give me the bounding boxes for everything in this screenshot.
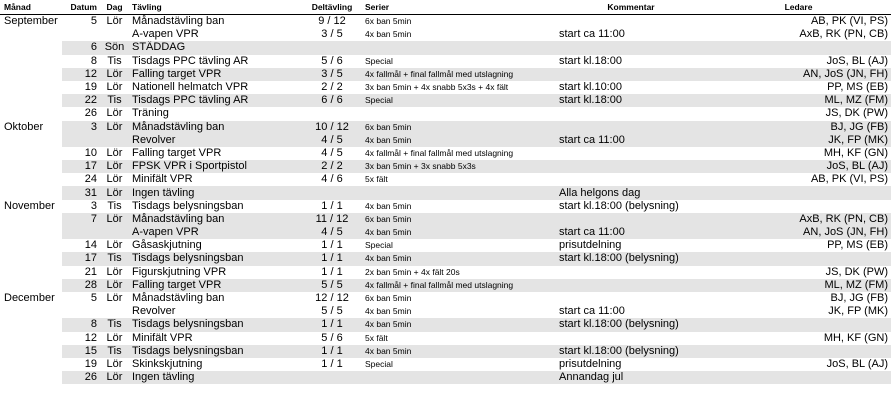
cell-dag: Tis bbox=[107, 54, 122, 67]
cell-serier: 2x ban 5min + 4x fält 20s bbox=[365, 266, 460, 277]
cell-manad bbox=[0, 239, 62, 252]
cell-deltavling: 11 / 12 bbox=[302, 213, 362, 226]
cell-serier: 4x ban 5min bbox=[362, 345, 556, 358]
cell-manad bbox=[0, 186, 62, 199]
cell-ledare: ML, MZ (FM) bbox=[706, 94, 891, 107]
cell-dag: Lör bbox=[100, 121, 129, 134]
table-row bbox=[0, 292, 891, 305]
cell-manad bbox=[0, 213, 62, 226]
cell-manad bbox=[0, 226, 62, 239]
cell-deltavling: 1 / 1 bbox=[321, 199, 343, 212]
cell-manad bbox=[0, 173, 62, 186]
table-row bbox=[0, 121, 891, 134]
cell-dag: Lör bbox=[100, 160, 129, 173]
cell-tavling: Tisdags PPC tävling AR bbox=[132, 54, 249, 67]
cell-serier: 4x ban 5min bbox=[365, 306, 412, 317]
cell-tavling: Revolver bbox=[129, 134, 302, 147]
cell-serier bbox=[362, 41, 556, 54]
cell-manad bbox=[0, 28, 62, 41]
cell-tavling: Figurskjutning VPR bbox=[132, 265, 227, 278]
cell-manad bbox=[0, 55, 62, 68]
cell-serier: Special bbox=[365, 240, 393, 251]
cell-datum: 5 bbox=[90, 15, 97, 28]
cell-dag: Tis bbox=[100, 94, 129, 107]
cell-deltavling: 12 / 12 bbox=[315, 292, 349, 305]
cell-serier: 5x fält bbox=[365, 174, 388, 185]
table-row bbox=[0, 226, 891, 239]
cell-manad bbox=[0, 147, 62, 160]
cell-kommentar bbox=[556, 266, 706, 279]
cell-serier bbox=[362, 371, 556, 384]
header-ledare: Ledare bbox=[706, 0, 891, 15]
cell-kommentar: start kl.18:00 (belysning) bbox=[559, 199, 679, 212]
cell-dag: Lör bbox=[100, 186, 129, 199]
table-row bbox=[0, 81, 891, 94]
cell-datum: 15 bbox=[62, 345, 100, 358]
cell-tavling: A-vapen VPR bbox=[132, 28, 199, 41]
cell-ledare: JoS, BL (AJ) bbox=[826, 54, 888, 67]
cell-dag: Lör bbox=[106, 173, 123, 186]
cell-kommentar bbox=[556, 107, 706, 120]
cell-manad: Oktober bbox=[4, 120, 44, 133]
cell-datum: 19 bbox=[84, 357, 97, 370]
cell-serier: 3x ban 5min + 4x snabb 5x3s + 4x fält bbox=[365, 82, 509, 93]
cell-deltavling: 6 / 6 bbox=[302, 94, 362, 107]
cell-deltavling: 10 / 12 bbox=[302, 121, 362, 134]
cell-dag: Lör bbox=[106, 107, 123, 120]
cell-ledare: JS, DK (PW) bbox=[825, 107, 888, 120]
cell-ledare: MH, KF (GN) bbox=[823, 331, 888, 344]
cell-deltavling bbox=[302, 186, 362, 199]
cell-ledare bbox=[706, 318, 891, 331]
table-row bbox=[0, 239, 891, 252]
cell-datum: 12 bbox=[84, 331, 97, 344]
cell-manad bbox=[0, 345, 62, 358]
table-row bbox=[0, 28, 891, 41]
table-row bbox=[0, 213, 891, 226]
cell-deltavling: 5 / 6 bbox=[321, 54, 343, 67]
cell-datum: 21 bbox=[84, 265, 97, 278]
cell-deltavling: 1 / 1 bbox=[321, 265, 343, 278]
cell-dag: Lör bbox=[106, 292, 123, 305]
cell-manad bbox=[0, 107, 62, 120]
cell-dag bbox=[100, 226, 129, 239]
cell-dag bbox=[100, 134, 129, 147]
cell-datum bbox=[62, 134, 100, 147]
table-row bbox=[0, 15, 891, 29]
cell-tavling: Revolver bbox=[132, 305, 176, 318]
cell-dag: Tis bbox=[100, 345, 129, 358]
cell-dag: Lör bbox=[100, 371, 129, 384]
cell-deltavling: 2 / 2 bbox=[321, 81, 343, 94]
cell-manad bbox=[0, 332, 62, 345]
cell-serier: 4x ban 5min bbox=[362, 252, 556, 265]
cell-serier: 4x ban 5min bbox=[362, 134, 556, 147]
cell-datum: 7 bbox=[62, 213, 100, 226]
cell-ledare: BJ, JG (FB) bbox=[706, 121, 891, 134]
header-row bbox=[0, 0, 891, 15]
header-dag: Dag bbox=[100, 0, 129, 15]
cell-datum: 26 bbox=[84, 107, 97, 120]
cell-deltavling bbox=[302, 41, 362, 54]
cell-dag: Lör bbox=[106, 146, 123, 159]
cell-manad bbox=[0, 279, 62, 292]
cell-serier: 3x ban 5min + 3x snabb 5x3s bbox=[362, 160, 556, 173]
cell-kommentar bbox=[556, 213, 706, 226]
cell-serier: 6x ban 5min bbox=[362, 121, 556, 134]
cell-dag: Lör bbox=[106, 331, 123, 344]
cell-tavling: Falling target VPR bbox=[129, 68, 302, 81]
cell-kommentar: start ca 11:00 bbox=[559, 28, 625, 41]
cell-datum: 3 bbox=[90, 199, 97, 212]
cell-deltavling: 4 / 5 bbox=[302, 134, 362, 147]
header-tavling: Tävling bbox=[129, 0, 302, 15]
table-row bbox=[0, 173, 891, 186]
cell-deltavling: 1 / 1 bbox=[302, 252, 362, 265]
cell-serier bbox=[362, 186, 556, 199]
cell-tavling: Tisdags belysningsban bbox=[129, 318, 302, 331]
cell-dag: Lör bbox=[106, 265, 123, 278]
cell-deltavling: 1 / 1 bbox=[321, 357, 343, 370]
cell-datum: 10 bbox=[84, 146, 97, 159]
cell-deltavling: 5 / 6 bbox=[321, 331, 343, 344]
cell-kommentar bbox=[556, 160, 706, 173]
cell-serier: 6x ban 5min bbox=[365, 16, 412, 27]
cell-manad bbox=[0, 134, 62, 147]
cell-serier: Special bbox=[365, 55, 393, 66]
cell-deltavling: 4 / 5 bbox=[321, 146, 343, 159]
cell-ledare: JK, FP (MK) bbox=[828, 305, 888, 318]
cell-ledare bbox=[706, 41, 891, 54]
cell-manad bbox=[0, 305, 62, 318]
table-row bbox=[0, 68, 891, 81]
cell-tavling: Minifält VPR bbox=[132, 331, 193, 344]
table-row bbox=[0, 186, 891, 199]
cell-ledare: PP, MS (EB) bbox=[827, 81, 888, 94]
cell-deltavling: 1 / 1 bbox=[321, 239, 343, 252]
cell-dag: Lör bbox=[100, 279, 129, 292]
cell-datum: 28 bbox=[62, 279, 100, 292]
cell-kommentar bbox=[556, 121, 706, 134]
header-manad: Månad bbox=[0, 0, 62, 15]
cell-tavling: STÄDDAG bbox=[129, 41, 302, 54]
cell-ledare bbox=[706, 371, 891, 384]
cell-datum: 31 bbox=[62, 186, 100, 199]
cell-kommentar: Alla helgons dag bbox=[556, 186, 706, 199]
cell-manad bbox=[0, 318, 62, 331]
cell-serier: 6x ban 5min bbox=[365, 293, 412, 304]
cell-manad bbox=[0, 81, 62, 94]
table-row bbox=[0, 371, 891, 384]
table-row bbox=[0, 358, 891, 371]
cell-kommentar: start kl.18:00 bbox=[559, 54, 622, 67]
cell-manad bbox=[0, 358, 62, 371]
cell-serier: 4x ban 5min bbox=[362, 226, 556, 239]
cell-deltavling: 4 / 6 bbox=[321, 173, 343, 186]
cell-datum: 3 bbox=[62, 121, 100, 134]
cell-tavling: Tisdags belysningsban bbox=[132, 199, 244, 212]
cell-tavling: Tisdags belysningsban bbox=[129, 345, 302, 358]
cell-kommentar: start kl.18:00 (belysning) bbox=[556, 318, 706, 331]
cell-tavling: Skinkskjutning bbox=[132, 357, 203, 370]
cell-serier: 6x ban 5min bbox=[362, 213, 556, 226]
cell-serier bbox=[362, 107, 556, 120]
cell-serier: 4x ban 5min bbox=[365, 200, 412, 211]
cell-manad bbox=[0, 41, 62, 54]
cell-datum: 5 bbox=[90, 292, 97, 305]
table-row bbox=[0, 107, 891, 120]
cell-manad: September bbox=[4, 15, 58, 28]
cell-kommentar: prisutdelning bbox=[559, 357, 622, 370]
cell-deltavling bbox=[302, 107, 362, 120]
cell-kommentar: prisutdelning bbox=[559, 239, 622, 252]
cell-dag bbox=[100, 28, 129, 41]
cell-tavling: Tisdags belysningsban bbox=[129, 252, 302, 265]
table-row bbox=[0, 134, 891, 147]
table-row bbox=[0, 41, 891, 54]
cell-tavling: A-vapen VPR bbox=[129, 226, 302, 239]
cell-datum: 26 bbox=[62, 371, 100, 384]
cell-ledare: JoS, BL (AJ) bbox=[706, 160, 891, 173]
cell-datum: 8 bbox=[62, 318, 100, 331]
cell-ledare: JK, FP (MK) bbox=[706, 134, 891, 147]
table-row bbox=[0, 345, 891, 358]
header-serier: Serier bbox=[362, 0, 556, 15]
cell-manad bbox=[0, 94, 62, 107]
cell-deltavling: 3 / 5 bbox=[302, 68, 362, 81]
cell-ledare: ML, MZ (FM) bbox=[706, 279, 891, 292]
cell-serier: 4x ban 5min bbox=[365, 29, 412, 40]
cell-deltavling bbox=[302, 371, 362, 384]
cell-kommentar: start ca 11:00 bbox=[556, 226, 706, 239]
cell-tavling: Månadstävling ban bbox=[129, 121, 302, 134]
cell-serier: Special bbox=[365, 358, 393, 369]
cell-datum: 17 bbox=[62, 252, 100, 265]
cell-ledare: AN, JoS (JN, FH) bbox=[706, 68, 891, 81]
cell-manad: December bbox=[4, 292, 55, 305]
cell-kommentar bbox=[556, 41, 706, 54]
cell-datum: 24 bbox=[84, 173, 97, 186]
cell-deltavling: 5 / 5 bbox=[321, 305, 343, 318]
cell-manad: November bbox=[4, 199, 55, 212]
cell-kommentar bbox=[556, 68, 706, 81]
cell-datum: 14 bbox=[84, 239, 97, 252]
cell-dag: Sön bbox=[100, 41, 129, 54]
cell-ledare: AB, PK (VI, PS) bbox=[810, 173, 888, 186]
cell-deltavling: 1 / 1 bbox=[302, 345, 362, 358]
cell-kommentar bbox=[556, 173, 706, 186]
header-kommentar: Kommentar bbox=[556, 0, 706, 15]
cell-ledare: AN, JoS (JN, FH) bbox=[706, 226, 891, 239]
cell-kommentar bbox=[556, 292, 706, 305]
cell-tavling: Månadstävling ban bbox=[132, 15, 225, 28]
cell-kommentar: Annandag jul bbox=[556, 371, 706, 384]
cell-ledare: JS, DK (PW) bbox=[825, 265, 888, 278]
cell-datum: 17 bbox=[62, 160, 100, 173]
header-deltavling: Deltävling bbox=[302, 0, 362, 15]
cell-datum: 8 bbox=[90, 54, 97, 67]
cell-serier: 4x ban 5min bbox=[362, 318, 556, 331]
cell-dag: Lör bbox=[106, 357, 123, 370]
cell-tavling: FPSK VPR i Sportpistol bbox=[129, 160, 302, 173]
cell-kommentar bbox=[556, 15, 706, 29]
cell-kommentar: start kl.18:00 bbox=[556, 94, 706, 107]
cell-tavling: Minifält VPR bbox=[132, 173, 193, 186]
cell-tavling: Nationell helmatch VPR bbox=[132, 81, 249, 94]
table-row bbox=[0, 200, 891, 213]
cell-datum: 22 bbox=[62, 94, 100, 107]
cell-deltavling: 9 / 12 bbox=[318, 15, 346, 28]
cell-tavling: Tisdags PPC tävling AR bbox=[129, 94, 302, 107]
cell-tavling: Träning bbox=[132, 107, 169, 120]
cell-ledare: BJ, JG (FB) bbox=[830, 292, 888, 305]
cell-deltavling: 1 / 1 bbox=[302, 318, 362, 331]
cell-deltavling: 5 / 5 bbox=[302, 279, 362, 292]
cell-dag: Tis bbox=[100, 318, 129, 331]
cell-ledare: PP, MS (EB) bbox=[827, 239, 888, 252]
table-row bbox=[0, 279, 891, 292]
cell-ledare bbox=[706, 200, 891, 213]
table-row bbox=[0, 252, 891, 265]
table-row bbox=[0, 266, 891, 279]
cell-kommentar bbox=[556, 332, 706, 345]
cell-deltavling: 2 / 2 bbox=[302, 160, 362, 173]
cell-datum: 12 bbox=[62, 68, 100, 81]
cell-manad bbox=[0, 160, 62, 173]
cell-manad bbox=[0, 371, 62, 384]
table-row bbox=[0, 147, 891, 160]
cell-serier: 4x fallmål + final fallmål med utslagning bbox=[362, 279, 556, 292]
cell-serier: Special bbox=[362, 94, 556, 107]
cell-kommentar bbox=[556, 279, 706, 292]
cell-datum bbox=[62, 305, 100, 318]
table-row bbox=[0, 318, 891, 331]
cell-ledare: AxB, RK (PN, CB) bbox=[799, 28, 888, 41]
cell-serier: 4x fallmål + final fallmål med utslagning bbox=[362, 68, 556, 81]
cell-deltavling: 4 / 5 bbox=[302, 226, 362, 239]
cell-ledare: AB, PK (VI, PS) bbox=[810, 15, 888, 28]
cell-dag: Lör bbox=[106, 15, 123, 28]
cell-dag bbox=[100, 305, 129, 318]
cell-datum bbox=[62, 226, 100, 239]
cell-dag: Lör bbox=[100, 68, 129, 81]
cell-dag: Lör bbox=[100, 213, 129, 226]
cell-kommentar: start kl.10:00 bbox=[559, 81, 622, 94]
cell-dag: Tis bbox=[100, 252, 129, 265]
cell-datum bbox=[62, 28, 100, 41]
table-row bbox=[0, 94, 891, 107]
cell-ledare: JoS, BL (AJ) bbox=[826, 357, 888, 370]
cell-tavling: Månadstävling ban bbox=[129, 213, 302, 226]
table-row bbox=[0, 305, 891, 318]
cell-tavling: Månadstävling ban bbox=[132, 292, 225, 305]
cell-kommentar: start kl.18:00 (belysning) bbox=[556, 252, 706, 265]
cell-ledare: MH, KF (GN) bbox=[823, 146, 888, 159]
table-row bbox=[0, 332, 891, 345]
cell-ledare: AxB, RK (PN, CB) bbox=[706, 213, 891, 226]
cell-manad bbox=[0, 266, 62, 279]
cell-tavling: Ingen tävling bbox=[129, 371, 302, 384]
cell-kommentar: start ca 11:00 bbox=[556, 134, 706, 147]
table-row bbox=[0, 160, 891, 173]
cell-ledare bbox=[706, 186, 891, 199]
cell-dag: Tis bbox=[107, 199, 122, 212]
cell-dag: Lör bbox=[106, 81, 123, 94]
cell-manad bbox=[0, 252, 62, 265]
cell-manad bbox=[0, 68, 62, 81]
cell-kommentar: start ca 11:00 bbox=[559, 305, 625, 318]
cell-deltavling: 3 / 5 bbox=[321, 28, 343, 41]
cell-tavling: Ingen tävling bbox=[129, 186, 302, 199]
cell-tavling: Gåsaskjutning bbox=[132, 239, 202, 252]
cell-kommentar bbox=[556, 147, 706, 160]
cell-serier: 4x fallmål + final fallmål med utslagning bbox=[365, 147, 514, 158]
cell-ledare bbox=[706, 252, 891, 265]
cell-kommentar: start kl.18:00 (belysning) bbox=[556, 345, 706, 358]
cell-datum: 19 bbox=[84, 81, 97, 94]
cell-ledare bbox=[706, 345, 891, 358]
cell-tavling: Falling target VPR bbox=[129, 279, 302, 292]
table-row bbox=[0, 55, 891, 68]
schedule-body bbox=[0, 15, 891, 385]
header-datum: Datum bbox=[62, 0, 100, 15]
cell-tavling: Falling target VPR bbox=[132, 146, 222, 159]
cell-serier: 5x fält bbox=[365, 332, 388, 343]
cell-dag: Lör bbox=[106, 239, 123, 252]
cell-datum: 6 bbox=[62, 41, 100, 54]
